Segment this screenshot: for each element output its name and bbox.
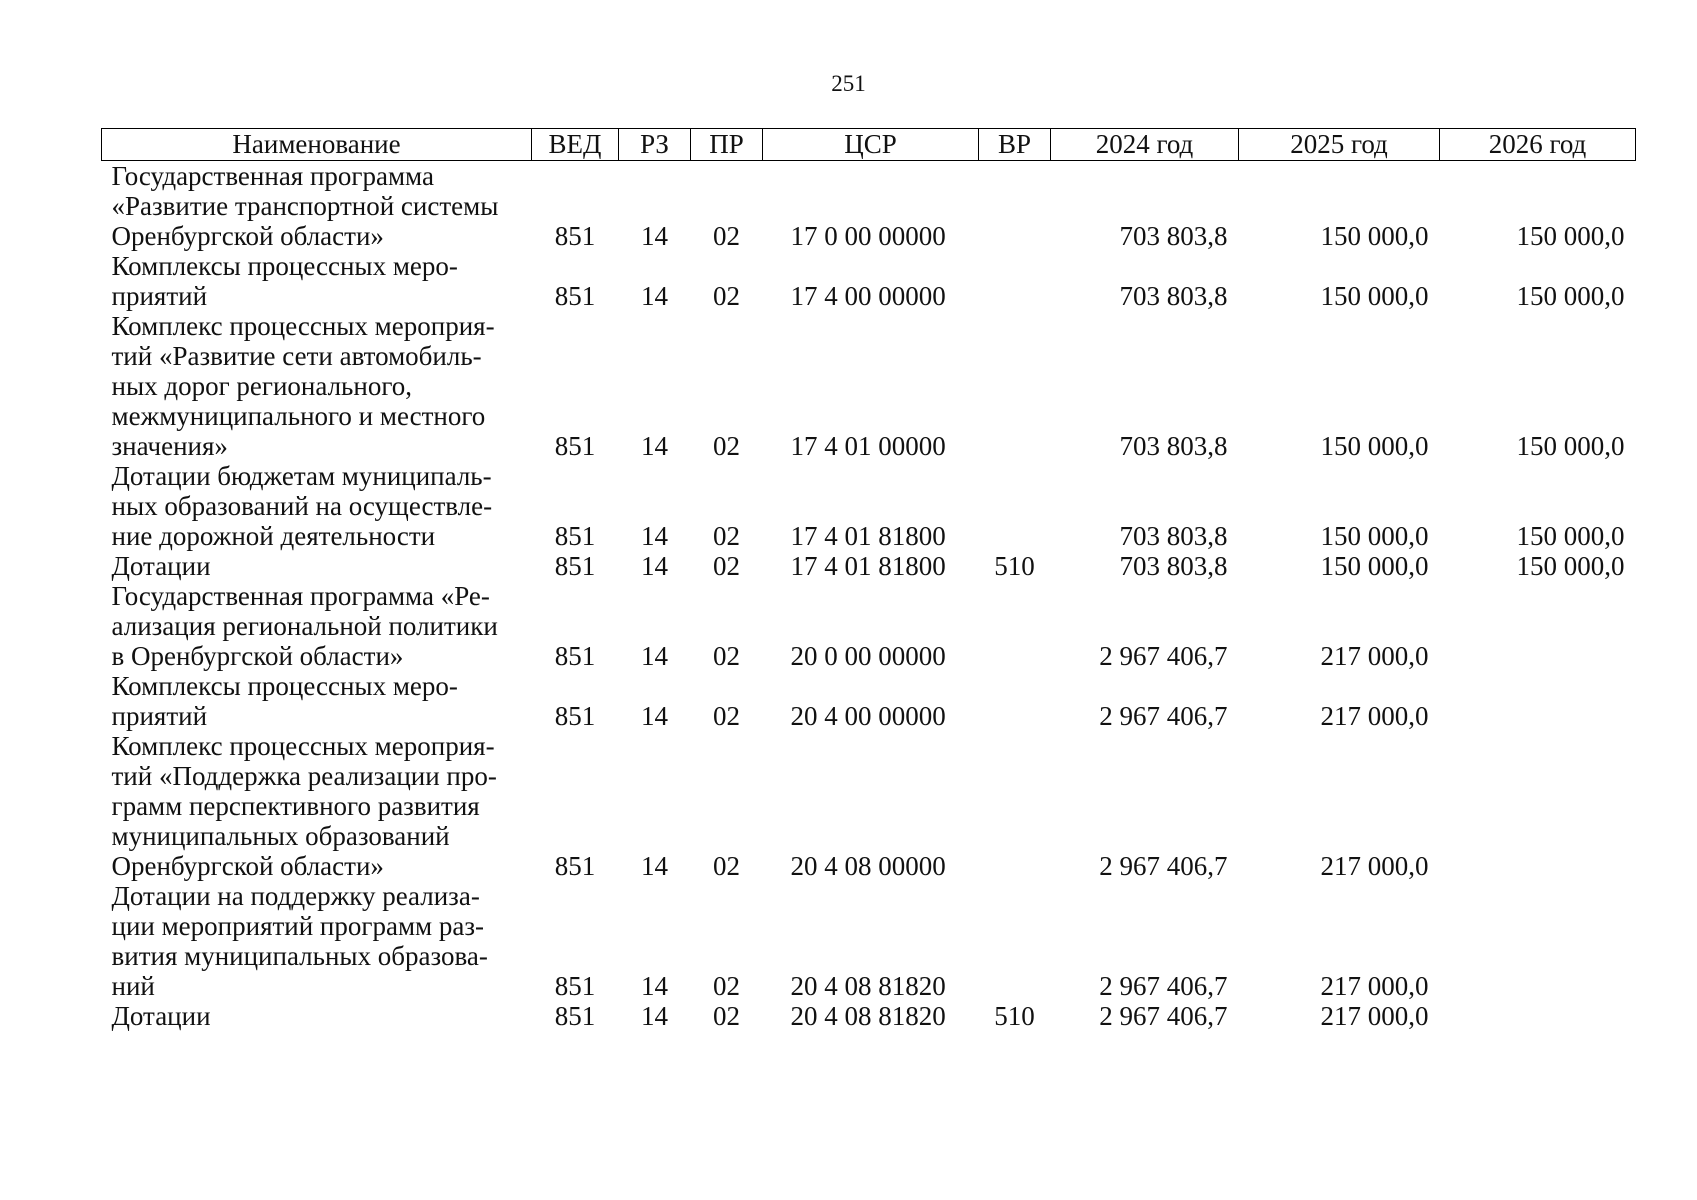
cell-name — [102, 881, 532, 1001]
table-row — [102, 881, 1636, 1001]
name-line: значения» — [111, 431, 228, 461]
cell-rz: 14 — [641, 641, 668, 671]
cell-vr — [979, 461, 1051, 551]
cell-name — [102, 161, 532, 252]
name-line: ции мероприятий программ раз- — [111, 911, 485, 941]
cell-2024: 2 967 406,7 — [1099, 971, 1228, 1001]
name-line: межмуниципального и местного — [111, 401, 486, 431]
cell-2026: 150 000,0 — [1516, 221, 1625, 251]
table-body — [102, 161, 1636, 1032]
name-line: приятий — [111, 281, 208, 311]
cell-vr — [979, 881, 1051, 1001]
header-name: Наименование — [102, 129, 532, 161]
cell-2025: 150 000,0 — [1320, 281, 1429, 311]
cell-2026 — [1440, 881, 1636, 1001]
table-row — [102, 251, 1636, 311]
table-row — [102, 461, 1636, 551]
cell-2025: 217 000,0 — [1320, 641, 1429, 671]
table-row — [102, 311, 1636, 461]
cell-2024: 703 803,8 — [1119, 281, 1228, 311]
name-line: Комплексы процессных меро- — [111, 251, 458, 281]
table-row — [102, 551, 1636, 581]
cell-csr: 20 4 08 81820 — [790, 1001, 946, 1031]
cell-2024: 703 803,8 — [1119, 551, 1228, 581]
cell-rz: 14 — [641, 1001, 668, 1031]
page-number: 251 — [831, 71, 866, 96]
name-line: тий «Развитие сети автомобиль- — [111, 341, 482, 371]
name-line: «Развитие транспортной системы — [111, 191, 499, 221]
cell-csr: 20 4 08 00000 — [790, 851, 946, 881]
cell-pr: 02 — [713, 281, 740, 311]
cell-ved: 851 — [554, 641, 596, 671]
name-line: Государственная программа «Ре- — [111, 581, 490, 611]
cell-csr: 20 4 08 81820 — [790, 971, 946, 1001]
cell-ved: 851 — [554, 521, 596, 551]
cell-2026 — [1440, 731, 1636, 881]
name-line: муниципальных образований — [111, 821, 450, 851]
cell-2024: 2 967 406,7 — [1099, 1001, 1228, 1031]
cell-vr: 510 — [994, 1001, 1035, 1031]
cell-rz: 14 — [641, 431, 668, 461]
cell-name — [102, 251, 532, 311]
cell-vr — [979, 731, 1051, 881]
cell-2026: 150 000,0 — [1516, 281, 1625, 311]
cell-2025: 150 000,0 — [1320, 551, 1429, 581]
table-row — [102, 581, 1636, 671]
name-line: Оренбургской области» — [111, 221, 384, 251]
cell-vr — [979, 581, 1051, 671]
table-row — [102, 731, 1636, 881]
cell-vr — [979, 161, 1051, 252]
cell-ved: 851 — [554, 701, 596, 731]
cell-2026: 150 000,0 — [1516, 551, 1625, 581]
cell-ved: 851 — [554, 431, 596, 461]
cell-rz: 14 — [641, 851, 668, 881]
name-line: ализация региональной политики — [111, 611, 498, 641]
cell-2026: 150 000,0 — [1516, 431, 1625, 461]
cell-name — [102, 1001, 532, 1031]
cell-2025: 217 000,0 — [1320, 701, 1429, 731]
cell-ved: 851 — [554, 1001, 596, 1031]
cell-name — [102, 671, 532, 731]
header-csr: ЦСР — [763, 129, 979, 161]
cell-csr: 17 4 01 81800 — [790, 551, 946, 581]
cell-vr — [979, 311, 1051, 461]
cell-name — [102, 551, 532, 581]
name-line: ние дорожной деятельности — [111, 521, 436, 551]
cell-rz: 14 — [641, 221, 668, 251]
name-line: в Оренбургской области» — [111, 641, 404, 671]
header-row — [102, 129, 1636, 161]
cell-pr: 02 — [713, 551, 740, 581]
cell-pr: 02 — [713, 701, 740, 731]
cell-csr: 17 0 00 00000 — [790, 221, 946, 251]
cell-csr: 17 4 01 81800 — [790, 521, 946, 551]
cell-vr — [979, 251, 1051, 311]
name-line: приятий — [111, 701, 208, 731]
cell-2025: 150 000,0 — [1320, 431, 1429, 461]
cell-2024: 703 803,8 — [1119, 431, 1228, 461]
cell-ved: 851 — [554, 851, 596, 881]
cell-pr: 02 — [713, 521, 740, 551]
name-line: Дотации — [111, 1001, 211, 1031]
cell-rz: 14 — [641, 551, 668, 581]
cell-ved: 851 — [554, 281, 596, 311]
cell-csr: 20 4 00 00000 — [790, 701, 946, 731]
name-line: Дотации — [111, 551, 211, 581]
table-row — [102, 161, 1636, 252]
cell-2025: 150 000,0 — [1320, 221, 1429, 251]
budget-table — [101, 128, 1636, 1031]
cell-2024: 703 803,8 — [1119, 521, 1228, 551]
name-line: тий «Поддержка реализации про- — [111, 761, 497, 791]
cell-pr: 02 — [713, 431, 740, 461]
cell-pr: 02 — [713, 971, 740, 1001]
cell-ved: 851 — [554, 551, 596, 581]
header-ved: ВЕД — [532, 129, 619, 161]
cell-csr: 17 4 01 00000 — [790, 431, 946, 461]
name-line: Комплекс процессных мероприя- — [111, 731, 495, 761]
name-line: ных образований на осуществле- — [111, 491, 493, 521]
cell-name — [102, 731, 532, 881]
cell-2025: 217 000,0 — [1320, 1001, 1429, 1031]
cell-2026 — [1440, 1001, 1636, 1031]
cell-rz: 14 — [641, 281, 668, 311]
cell-2026: 150 000,0 — [1516, 521, 1625, 551]
cell-2024: 2 967 406,7 — [1099, 701, 1228, 731]
name-line: вития муниципальных образова- — [111, 941, 488, 971]
header-pr: ПР — [691, 129, 763, 161]
cell-2025: 217 000,0 — [1320, 851, 1429, 881]
cell-rz: 14 — [641, 701, 668, 731]
table-header — [102, 129, 1636, 161]
name-line: Дотации на поддержку реализа- — [111, 881, 480, 911]
cell-2026 — [1440, 581, 1636, 671]
cell-2024: 2 967 406,7 — [1099, 641, 1228, 671]
cell-2025: 217 000,0 — [1320, 971, 1429, 1001]
cell-rz: 14 — [641, 971, 668, 1001]
cell-csr: 20 0 00 00000 — [790, 641, 946, 671]
cell-ved: 851 — [554, 221, 596, 251]
name-line: Оренбургской области» — [111, 851, 384, 881]
cell-2025: 150 000,0 — [1320, 521, 1429, 551]
name-line: Государственная программа — [111, 161, 434, 191]
cell-ved: 851 — [554, 971, 596, 1001]
header-2024: 2024 год — [1051, 129, 1239, 161]
name-line: грамм перспективного развития — [111, 791, 480, 821]
name-line: Комплекс процессных мероприя- — [111, 311, 495, 341]
header-vr: ВР — [979, 129, 1051, 161]
cell-name — [102, 581, 532, 671]
header-2026: 2026 год — [1440, 129, 1636, 161]
cell-vr — [979, 671, 1051, 731]
table-row — [102, 1001, 1636, 1031]
cell-name — [102, 461, 532, 551]
cell-csr: 17 4 00 00000 — [790, 281, 946, 311]
table-row — [102, 671, 1636, 731]
header-2025: 2025 год — [1239, 129, 1440, 161]
cell-2026 — [1440, 671, 1636, 731]
name-line: Комплексы процессных меро- — [111, 671, 458, 701]
cell-2024: 2 967 406,7 — [1099, 851, 1228, 881]
name-line: ний — [111, 971, 155, 1001]
cell-rz: 14 — [641, 521, 668, 551]
name-line: Дотации бюджетам муниципаль- — [111, 461, 492, 491]
cell-pr: 02 — [713, 851, 740, 881]
cell-pr: 02 — [713, 1001, 740, 1031]
cell-pr: 02 — [713, 221, 740, 251]
cell-vr: 510 — [994, 551, 1035, 581]
header-rz: РЗ — [619, 129, 691, 161]
cell-pr: 02 — [713, 641, 740, 671]
cell-name — [102, 311, 532, 461]
name-line: ных дорог регионального, — [111, 371, 412, 401]
cell-2024: 703 803,8 — [1119, 221, 1228, 251]
